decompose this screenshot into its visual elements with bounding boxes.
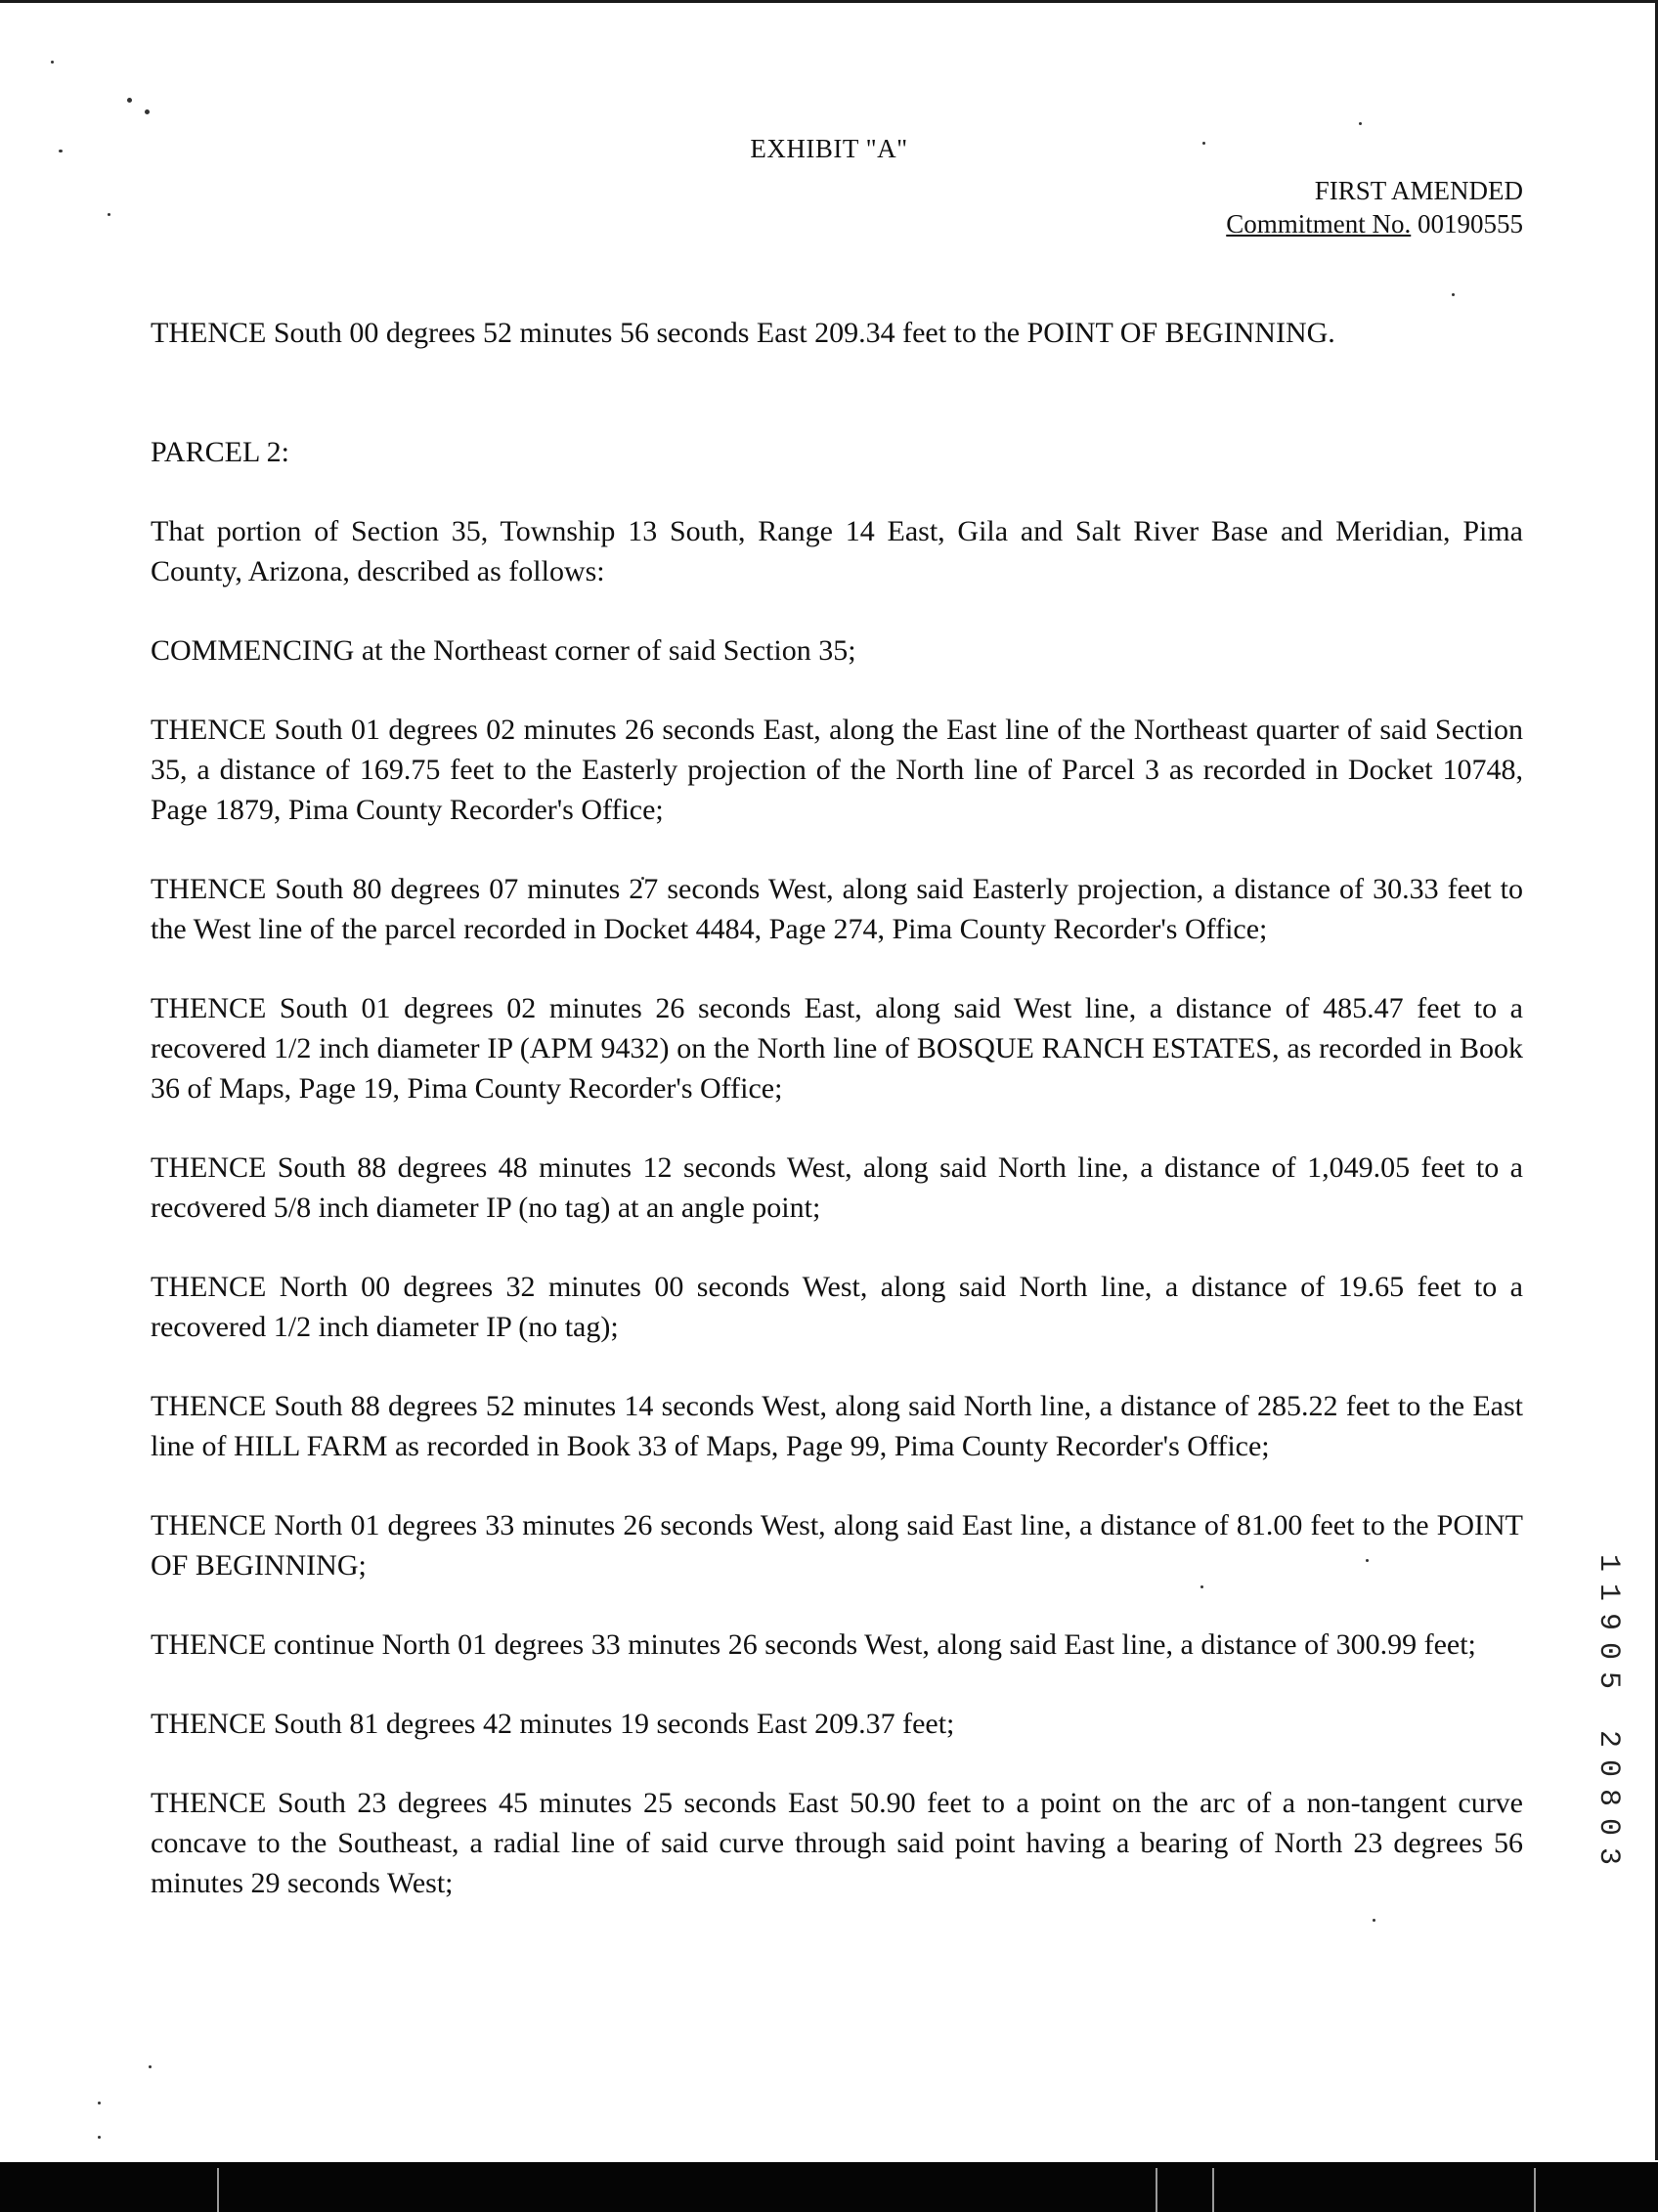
commitment-line [1226, 209, 1523, 239]
paragraph: THENCE South 88 degrees 48 minutes 12 seconds West, along said North line, a distance of 1,049.05 feet to a recovered 5/8 inch diameter IP (no tag) at an angle point; [151, 1151, 1523, 1224]
scan-speck [108, 213, 110, 216]
scan-speck [98, 2136, 101, 2139]
scan-bar-tick [1156, 2168, 1157, 2212]
paragraph: THENCE South 81 degrees 42 minutes 19 seconds East 209.37 feet; [151, 1708, 955, 1740]
scan-speck [1359, 122, 1362, 125]
scan-bar-tick [1212, 2168, 1214, 2212]
parcel-heading: PARCEL 2: [151, 436, 289, 468]
scan-speck [51, 61, 54, 64]
scan-bar-tick [1534, 2168, 1536, 2212]
paragraph: THENCE South 23 degrees 45 minutes 25 seconds East 50.90 feet to a point on the arc of a non-tangent curve concave to the Southeast, a radial line of said curve through said point having a bearing of North 23 degrees 56 minutes 29 seconds West; [151, 1787, 1523, 1899]
paragraph: THENCE South 88 degrees 52 minutes 14 seconds West, along said North line, a distance of 285.22 feet to the East line of HILL FARM as recorded in Book 33 of Maps, Page 99, Pima County Recorder's Office; [151, 1390, 1523, 1462]
scan-speck [127, 98, 132, 103]
paragraph: THENCE South 80 degrees 07 minutes 27 seconds West, along said Easterly projection, a distance of 30.33 feet to the West line of the parcel recorded in Docket 4484, Page 274, Pima County Recorder's Office; [151, 873, 1523, 945]
commitment-number: 00190555 [1418, 209, 1523, 239]
paragraph: THENCE North 01 degrees 33 minutes 26 seconds West, along said East line, a distance of 81.00 feet to the POINT OF BEGINNING; [151, 1509, 1523, 1582]
legal-description [151, 313, 1523, 1903]
scan-speck [145, 109, 150, 114]
commitment-label: Commitment No. [1226, 209, 1412, 239]
scan-bottom-bar [0, 2162, 1658, 2212]
scan-speck [1373, 1919, 1375, 1922]
recording-stamp [1592, 1554, 1631, 1878]
scan-bar-tick [217, 2168, 219, 2212]
amended-label: FIRST AMENDED [1314, 176, 1523, 205]
scan-top-edge [0, 0, 1658, 3]
paragraph: THENCE continue North 01 degrees 33 minutes 26 seconds West, along said East line, a distance of 300.99 feet; [151, 1628, 1476, 1661]
recording-stamp-number: 11905 20803 [1592, 1554, 1625, 1878]
paragraph: COMMENCING at the Northeast corner of said Section 35; [151, 634, 856, 667]
paragraph: THENCE North 00 degrees 32 minutes 00 seconds West, along said North line, a distance of 19.65 feet to a recovered 1/2 inch diameter IP (no tag); [151, 1271, 1523, 1343]
paragraph: That portion of Section 35, Township 13 South, Range 14 East, Gila and Salt River Base and Meridian, Pima County, Arizona, described as follows: [151, 515, 1523, 587]
scan-speck [1452, 293, 1455, 296]
paragraph: THENCE South 00 degrees 52 minutes 56 seconds East 209.34 feet to the POINT OF BEGINNING. [151, 317, 1335, 349]
paragraph: THENCE South 01 degrees 02 minutes 26 seconds East, along the East line of the Northeast quarter of said Section 35, a distance of 169.75 feet to the Easterly projection of the North line of Parcel 3 as recorded in Docket 10748, Page 1879, Pima County Recorder's Office; [151, 714, 1523, 826]
paragraph: THENCE South 01 degrees 02 minutes 26 seconds East, along said West line, a distance of 485.47 feet to a recovered 1/2 inch diameter IP (APM 9432) on the North line of BOSQUE RANCH ESTATES, as recorded in Book 36 of Maps, Page 19, Pima County Recorder's Office; [151, 992, 1523, 1105]
scan-speck [98, 2102, 101, 2104]
exhibit-title: EXHIBIT "A" [750, 134, 908, 163]
scan-speck [149, 2065, 152, 2068]
